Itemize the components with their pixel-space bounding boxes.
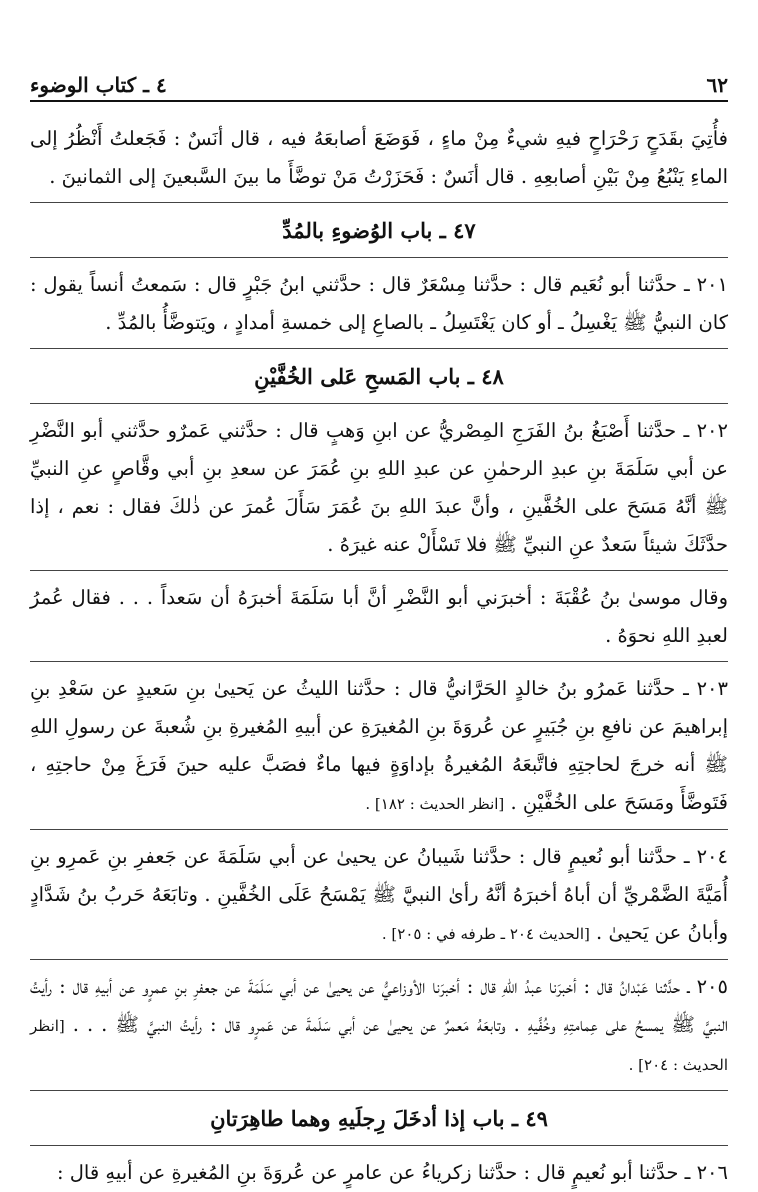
paragraph-continuation: فأُتِيَ بقَدَحٍ رَحْرَاحٍ فيهِ شيءٌ مِنْ ماءٍ ، فَوَضَعَ أصابعَهُ فيه ، قال أنَسٌ : فَجَعلتُ أَنْظُرُ إلى الماءِ يَنْبُعُ مِنْ بَيْنِ أصابعِهِ . قال أنَسٌ : فَحَزَرْتُ مَنْ توضَّأَ ما بينَ السَّبعينَ إلى الثمانينَ .: [30, 127, 728, 188]
divider: [30, 403, 728, 404]
hadith-206: ٢٠٦ ـ حدَّثنا أبو نُعيمٍ قال : حدَّثنا زكرياءُ عن عامرٍ عن عُروَةَ بنِ المُغيرةِ عن أبيهِ قال :: [56, 1161, 728, 1184]
divider: [30, 202, 728, 203]
divider: [30, 257, 728, 258]
section-heading-47: ٤٧ ـ باب الوُضوءِ بالمُدِّ: [282, 218, 476, 243]
hadith-203-reference: [انظر الحديث : ١٨٢] .: [365, 795, 505, 813]
hadith-203-text: ٢٠٣ ـ حدَّثنا عَمرُو بنُ خالدٍ الحَرَّانيُّ قال : حدَّثنا الليثُ عن يَحيىٰ بنِ سَعيدٍ عن سَعْدِ بنِ إبراهيمَ عن نافعِ بنِ جُبَيرٍ عن عُروَةَ بنِ المُغيرَةِ عن أبيهِ المُغيرةِ بنِ شُعبةَ عن رسولِ اللهِ ﷺ أنه خرجَ لحاجتِهِ فاتَّبعَهُ المُغيرةُ بإداوَةٍ فيها ماءٌ فصَبَّ عليه حينَ فَرَغَ مِنْ حاجتِهِ ، فَتَوضَّأَ ومَسَحَ على الخُفَّيْنِ .: [30, 677, 728, 814]
section-heading-48: ٤٨ ـ باب المَسحِ عَلى الخُفَّيْنِ: [254, 364, 504, 389]
chapter-title: ٤ ـ كتاب الوضوء: [30, 73, 167, 97]
hadith-201: ٢٠١ ـ حدَّثنا أبو نُعَيم قال : حدَّثنا مِسْعَرٌ قال : حدَّثني ابنُ جَبْرٍ قال : سَمعتُ أنساً يقول : كان النبيُّ ﷺ يَغْسِلُ ـ أو كان يَغْتَسِلُ ـ بالصاعِ إلى خمسةِ أمدادٍ ، ويَتوضَّأُ بالمُدِّ .: [30, 273, 728, 334]
hadith-205: [30, 968, 728, 1084]
divider: [30, 1145, 728, 1146]
divider: [30, 1090, 728, 1091]
page-number: ٦٢: [706, 73, 728, 97]
divider: [30, 829, 728, 830]
hadith-204-reference: [الحديث ٢٠٤ ـ طرفه في : ٢٠٥] .: [381, 925, 590, 943]
hadith-205-text: ٢٠٥ ـ حدَّثنا عَبْدانُ قال : أخبرَنا عبدُ اللهِ قال : أخبرَنا الأوزاعيُّ عن يحيىٰ عن أبي سَلَمَةَ عن جعفرِ بنِ عمرٍو عن أبيهِ قال : رأيتُ النبيَّ ﷺ يمسحُ على عِمامتِهِ وخُفَّيهِ . وتابعَهُ مَعمرٌ عن يحيىٰ عن أبي سَلَمةَ عن عَمرٍو قال : رأيتُ النبيَّ ﷺ . . .: [30, 975, 729, 1036]
divider: [30, 570, 728, 571]
hadith-202: ٢٠٢ ـ حدَّثنا أَصْبَغُ بنُ الفَرَجِ المِصْريُّ عن ابنِ وَهبٍ قال : حدَّثني عَمرٌو حدَّثني أبو النَّضْرِ عن أبي سَلَمَةَ بنِ عبدِ الرحمٰنِ عن عبدِ اللهِ بنِ عُمَرَ عن سعدِ بنِ أبي وقَّاصٍ عنِ النبيِّ ﷺ أنَّهُ مَسَحَ على الخُفَّينِ ، وأنَّ عبدَ اللهِ بنَ عُمَرَ سَأَلَ عُمرَ عن ذٰلكَ فقال : نعم ، إذا حدَّثَكَ شيئاً سَعدٌ عنِ النبيِّ ﷺ فلا تَسْأَلْ عنه غيرَهُ .: [30, 419, 728, 556]
divider: [30, 348, 728, 349]
section-heading-49: ٤٩ ـ باب إذا أدخَلَ رِجلَيهِ وهما طاهِرَتانِ: [210, 1106, 548, 1131]
divider: [30, 661, 728, 662]
hadith-205-reference: [انظر الحديث : ٢٠٤] .: [30, 1017, 728, 1074]
hadith-204: [30, 838, 728, 953]
hadith-203: [30, 670, 728, 823]
page-body: [30, 120, 728, 1192]
hadith-202-note: وقال موسىٰ بنُ عُقْبَةَ : أخبرَني أبو النَّضْرِ أنَّ أبا سَلَمَةَ أخبرَهُ أن سَعداً . . . فقال عُمرُ لعبدِ اللهِ نحوَهُ .: [30, 586, 728, 647]
running-header: [30, 70, 728, 102]
hadith-204-text: ٢٠٤ ـ حدَّثنا أبو نُعيمٍ قال : حدَّثنا شَيبانُ عن يحيىٰ عن أبي سَلَمَةَ عن جَعفرِ بنِ عَمرِو بنِ أُمَيَّةَ الضَّمْريِّ أن أباهُ أخبرَهُ أنَّهُ رأىٰ النبيَّ ﷺ يَمْسَحُ عَلَى الخُفَّينِ . وتابَعَهُ حَربُ بنُ شَدَّادٍ وأبانُ عن يَحيىٰ .: [30, 845, 728, 944]
divider: [30, 959, 728, 960]
